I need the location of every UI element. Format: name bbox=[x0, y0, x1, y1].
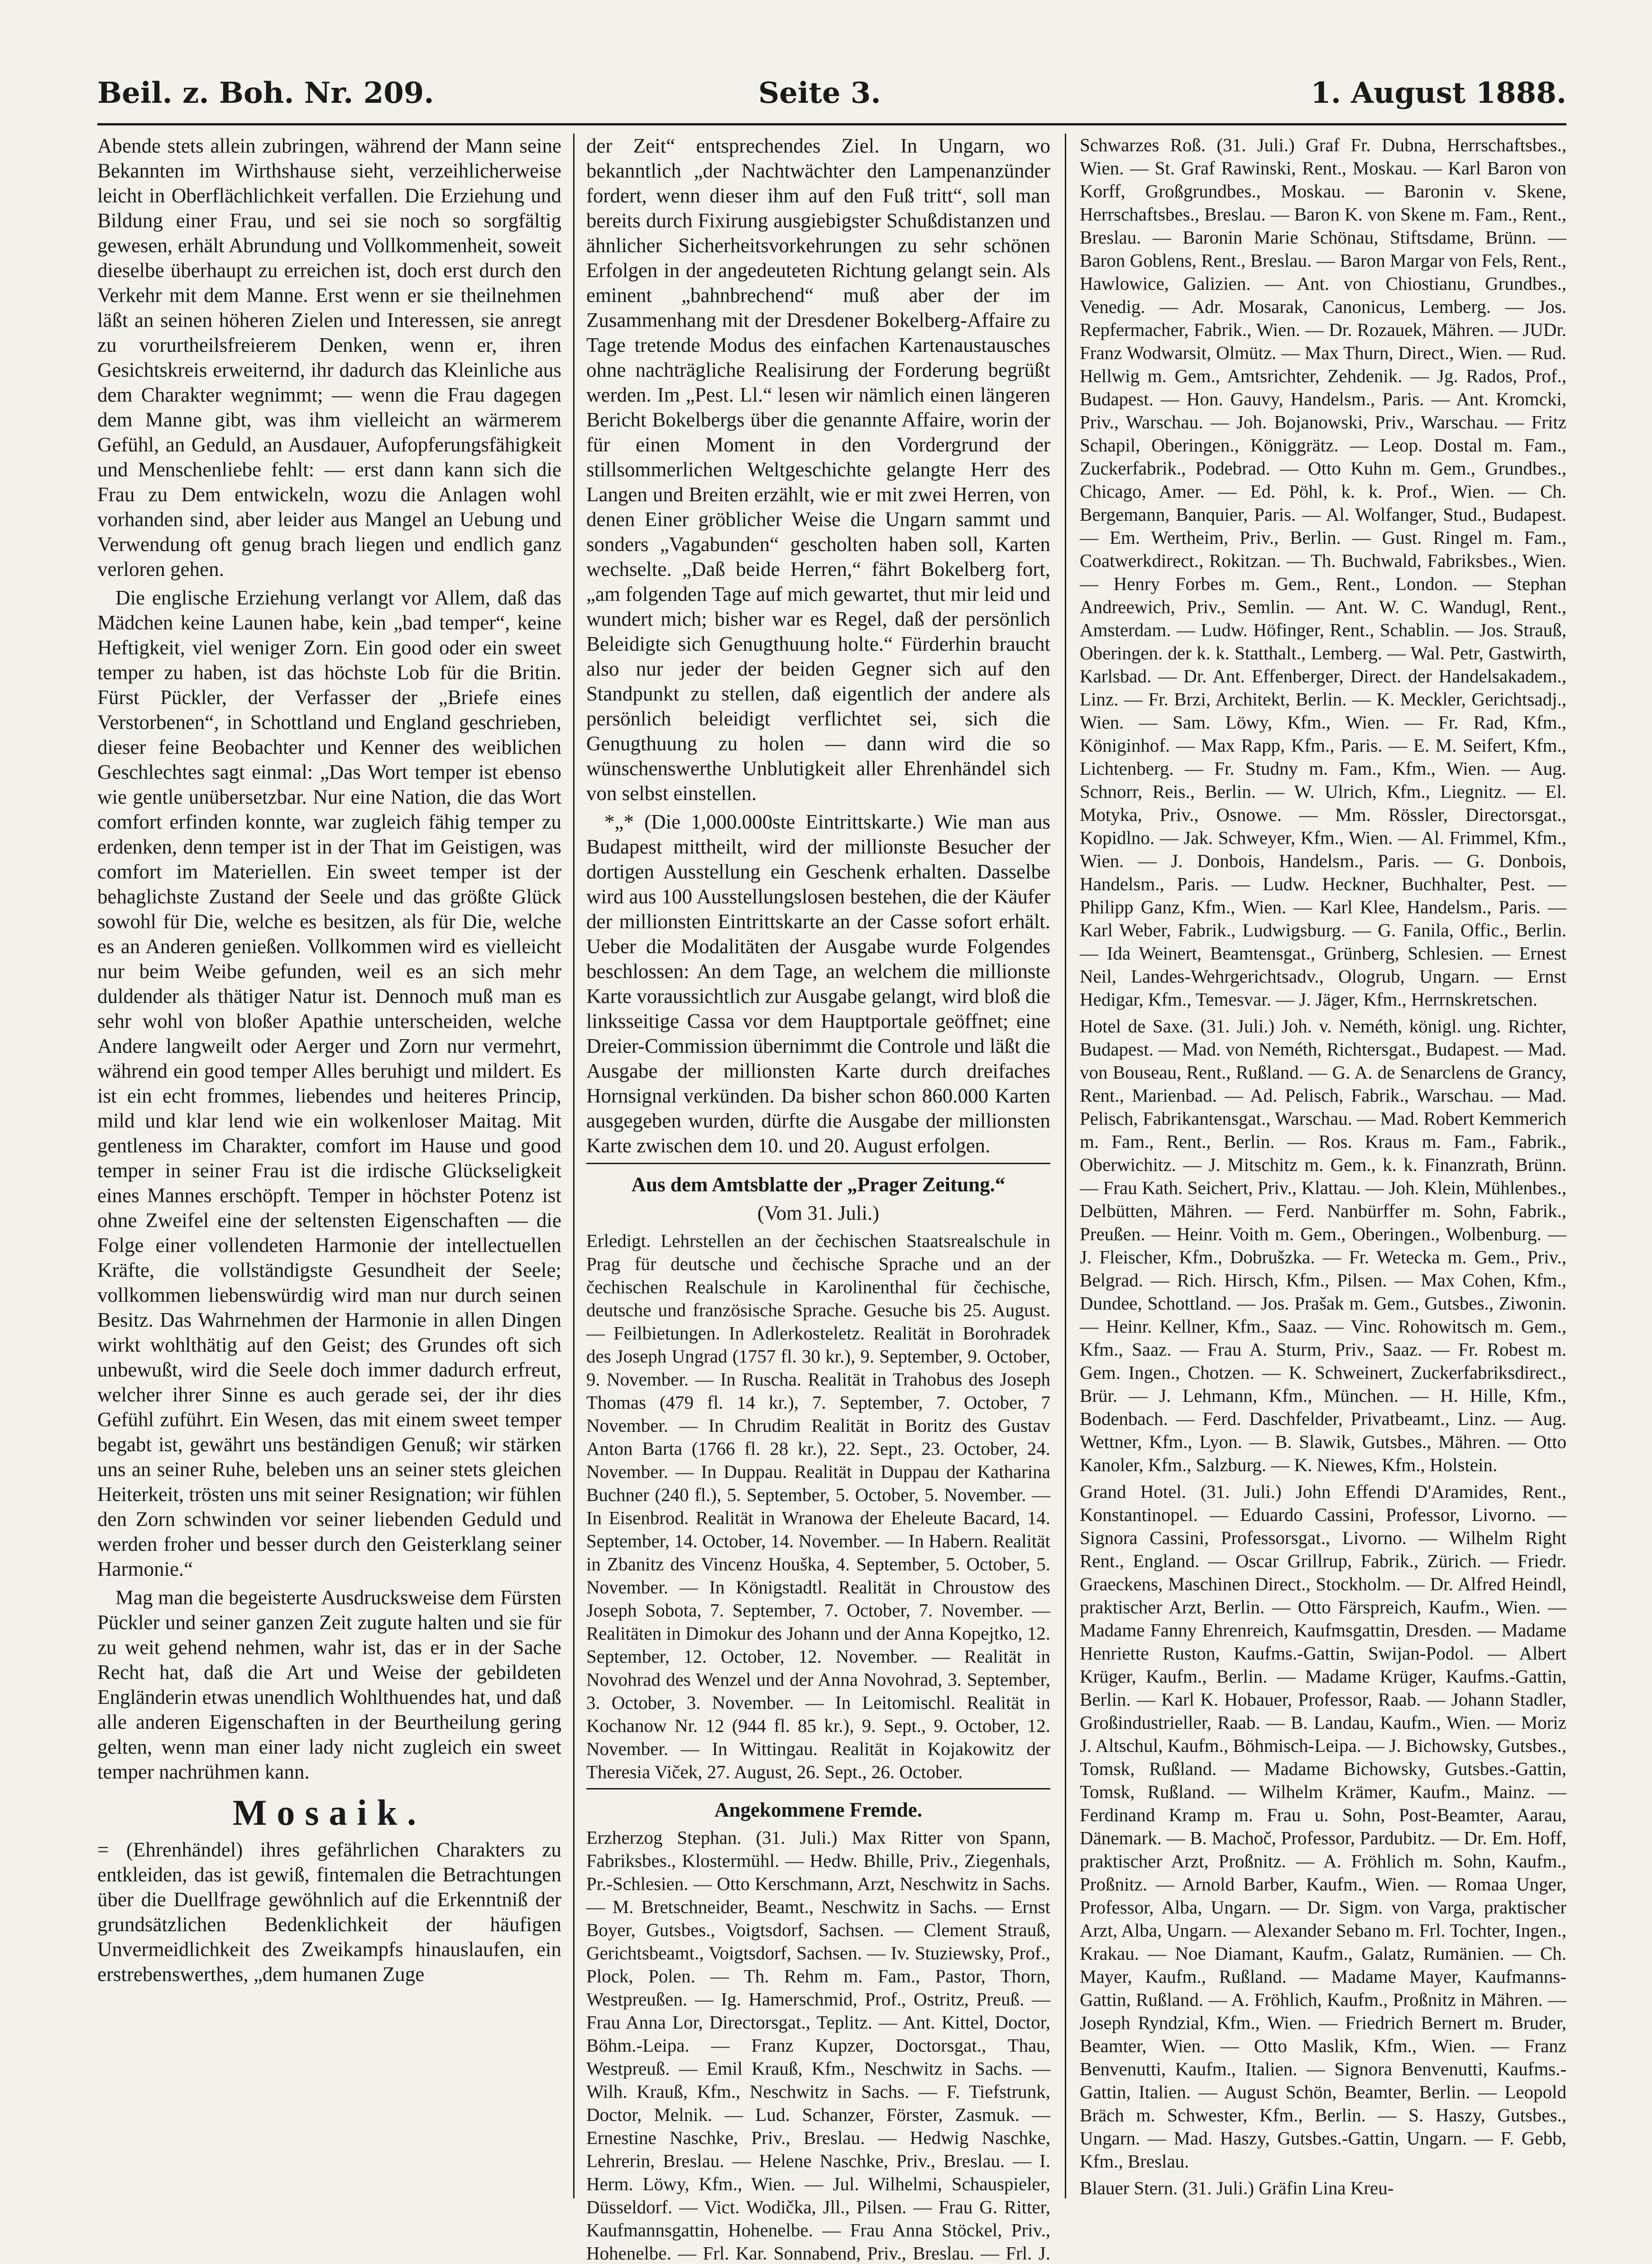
article-paragraph: Die englische Erziehung verlangt vor Allem, daß das Mädchen keine Launen habe, kein „bad temper“, keine Heftigkeit, viel weniger Zorn. Ein good oder ein sweet temper zu haben, ist das höchste Lob für die Britin. Fürst Pückler, der Verfasser der „Briefe eines Verstorbenen“, in Schottland und England geschrieben, dieser feine Beobachter und Kenner des weiblichen Geschlechtes sagt einmal: „Das Wort temper ist ebenso wie gentle unübersetzbar. Nur eine Nation, die das Wort comfort erfinden konnte, war zugleich fähig temper zu erdenken, denn temper ist in der That im Geistigen, was comfort im Materiellen. Ein sweet temper ist der behaglichste Zustand der Seele und das größte Glück sowohl für Die, welche es besitzen, als für Die, welche es an Anderen genießen. Vollkommen wird es vielleicht nur beim Weibe gefunden, weil es an sich mehr duldender als thätiger Natur ist. Dennoch muß man es sehr wohl von bloßer Apathie unterscheiden, welche Andere langweilt oder Aerger und Zorn nur vermehrt, während ein good temper Alles beruhigt und mildert. Es ist ein echt frommes, liebendes und heiteres Princip, mild und klar lend wie ein wolkenloser Maitag. Mit gentleness im Charakter, comfort im Hause und good temper in seiner Frau ist die irdische Glückseligkeit eines Mannes erschöpft. Temper in höchster Potenz ist ohne Zweifel eine der seltensten Eigenschaften — die Folge einer vollendeten Harmonie der intellectuellen Kräfte, die vollständigste Gesundheit der Seele; vollkommen liebenswürdig wird man nur durch seinen Besitz. Das Wahrnehmen der Harmonie in allen Dingen wirkt wohlthätig auf den Geist; des Grundes oft sich unbewußt, wird die Seele doch immer dadurch erfreut, welcher ihrer Sinne es auch gerade sei, der ihr dies Gefühl zuführt. Ein Wesen, das mit einem sweet temper begabt ist, gewährt uns beständigen Genuß; wir stärken uns an seiner Ruhe, beleben uns an seiner stets gleichen Heiterkeit, trösten uns mit seiner Resignation; wir fühlen den Zorn schwinden vor seiner liebenden Geduld und werden froher und besser durch den Geisterklang seiner Harmonie.“ bbox=[97, 586, 561, 1580]
section-title-amtsblatt: Aus dem Amtsblatte der „Prager Zeitung.“ bbox=[631, 1173, 1006, 1196]
header-page-number: Seite 3. bbox=[758, 76, 881, 110]
column-divider-2 bbox=[1065, 134, 1066, 2198]
notice-paragraph: Erledigt. Lehrstellen an der čechischen Staatsrealschule in Prag für deutsche und čechische Sprache und an der čechischen Realschule in Karolinenthal für čechische, deutsche und französische Sprache. Gesuche bis 25. August. — Feilbietungen. In Adlerkosteletz. Realität in Borohradek des Joseph Ungrad (1757 fl. 30 kr.), 9. September, 9. October, 9. November. — In Ruscha. Realität in Trahobus des Joseph Thomas (479 fl. 14 kr.), 7. September, 7. October, 7 November. — In Chrudim Realität in Boritz des Gustav Anton Barta (1766 fl. 28 kr.), 22. Sept., 23. October, 24. November. — In Duppau. Realität in Duppau der Katharina Buchner (240 fl.), 5. September, 5. October, 5. November. — In Eisenbrod. Realität in Wranowa der Eheleute Bacard, 14. September, 14. October, 14. November. — In Habern. Realität in Zbanitz des Vincenz Houška, 4. September, 5. October, 5. November. — In Königstadtl. Realität in Chroustow des Joseph Sobota, 7. September, 7. October, 7. November. — Realitäten in Dimokur des Johann und der Anna Kopejtko, 12. September, 12. October, 12. November. — Realität in Novohrad des Wenzel und der Anna Novohrad, 3. September, 3. October, 3. November. — In Leitomischl. Realität in Kochanow Nr. 12 (944 fl. 85 kr.), 9. Sept., 9. October, 12. November. — In Wittingau. Realität in Kojakowitz der Theresia Viček, 27. August, 26. Sept., 26. October. bbox=[586, 1230, 1050, 1782]
arrivals-paragraph: Blauer Stern. (31. Juli.) Gräfin Lina Kreu- bbox=[1080, 2178, 1394, 2198]
arrivals-paragraph: Hotel de Saxe. (31. Juli.) Joh. v. Neméth, königl. ung. Richter, Budapest. — Mad. von Neméth, Richtersgat., Budapest. — Mad. von Bouseau, Rent., Rußland. — G. A. de Senarclens de Grancy, Rent., Marienbad. — Ad. Pelisch, Fabrik., Warschau. — Mad. Pelisch, Fabrikantensgat., Warschau. — Mad. Robert Kemmerich m. Fam., Rent., Berlin. — Ros. Kraus m. Fam., Fabrik., Oberwichitz. — J. Mitschitz m. Gem., k. k. Finanzrath, Brünn. — Frau Kath. Seichert, Priv., Klattau. — Joh. Klein, Mühlenbes., Delbütten, Mähren. — Ferd. Nanbürffer m. Sohn, Fabrik., Preußen. — Heinr. Voith m. Gem., Oberingen., Wolbenburg. — J. Fleischer, Kfm., Dobrušzka. — Fr. Wetecka m. Gem., Priv., Belgrad. — Rich. Hirsch, Kfm., Pilsen. — Max Cohen, Kfm., Dundee, Schottland. — Jos. Prašak m. Gem., Gutsbes., Ziwonin. — Heinr. Kellner, Kfm., Saaz. — Vinc. Rohowitsch m. Gem., Kfm., Saaz. — Frau A. Sturm, Priv., Saaz. — Fr. Robest m. Gem. Ingen., Chotzen. — K. Schweinert, Zuckerfabriksdirect., Brür. — J. Lehmann, Kfm., München. — H. Hille, Kfm., Bodenbach. — Ferd. Daschfelder, Privatbeamt., Linz. — Aug. Wettner, Kfm., Lyon. — B. Slawik, Gutsbes., Mähren. — Otto Kanoler, Kfm., Salzburg. — K. Niewes, Kfm., Holstein. bbox=[1080, 1016, 1566, 1475]
article-paragraph: Mag man die begeisterte Ausdrucksweise dem Fürsten Pückler und seiner ganzen Zeit zugute halten und sie für zu weit gehend nehmen, wahr ist, das er in der Sache Recht hat, daß die Art und Weise der gebildeten Engländerin etwas unendlich Wohlthuendes hat, und daß alle anderen Eigenschaften in der Beurtheilung gering gelten, wenn man einer lady nicht zugleich ein sweet temper nachrühmen kann. bbox=[97, 1586, 561, 1783]
arrivals-paragraph: Erzherzog Stephan. (31. Juli.) Max Ritter von Spann, Fabriksbes., Klostermühl. — Hedw. Bhille, Priv., Ziegenhals, Pr.-Schlesien. — Otto Kerschmann, Arzt, Neschwitz in Sachs. — M. Bretschneider, Beamt., Neschwitz in Sachs. — Ernst Boyer, Gutsbes., Voigtsdorf, Sachsen. — Clement Strauß, Gerichtsbeamt., Voigtsdorf, Sachsen. — Iv. Stuziewsky, Prof., Plock, Polen. — Th. Rehm m. Fam., Pastor, Thorn, Westpreußen. — Ig. Hamerschmid, Prof., Ostritz, Preuß. — Frau Anna Lor, Directorsgat., Teplitz. — Ant. Kittel, Doctor, Böhm.-Leipa. — Franz Kupzer, Doctorsgat., Thau, Westpreuß. — Emil Krauß, Kfm., Neschwitz in Sachs. — Wilh. Krauß, Kfm., Neschwitz in Sachs. — F. Tiefstrunk, Doctor, Melnik. — Lud. Schanzer, Förster, Zasmuk. — Ernestine Naschke, Priv., Breslau. — Hedwig Naschke, Lehrerin, Breslau. — Helene Naschke, Priv., Breslau. — I. Herm. Löwy, Kfm., Wien. — Jul. Wilhelmi, Schauspieler, Düsseldorf. — Vict. Wodička, Jll., Pilsen. — Frau G. Ritter, Kaufmannsgattin, Hohenelbe. — Frau Anna Stöckel, Priv., Hohenelbe. — Frl. Kar. Sonnabend, Priv., Breslau. — Frl. J. bbox=[586, 1827, 1050, 2264]
section-rule bbox=[586, 1788, 1050, 1789]
article-paragraph: Abende stets allein zubringen, während der Mann seine Bekannten im Wirthshause sieht, verzeihlicherweise leicht in Oberflächlichkeit verfallen. Die Erziehung und Bildung einer Frau, und sei sie noch so sorgfältig gewesen, erhält Abrundung und Vollkommenheit, soweit dieselbe überhaupt zu erreichen ist, doch erst durch den Verkehr mit dem Manne. Erst wenn er sie theilnehmen läßt an seinen höheren Zielen und Interessen, sie anregt zu vorurtheilsfreierem Denken, wenn er, ihren Gesichtskreis erweiternd, ihr dadurch das Kleinliche aus dem Charakter wegnimmt; — wenn die Frau dagegen dem Manne gibt, was ihm vielleicht an wärmerem Gefühl, an Geduld, an Ausdauer, Aufopferungsfähigkeit und Menschenliebe fehlt: — erst dann kann sich die Frau zu Dem entwickeln, wozu die Anlagen wohl vorhanden sind, aber leider aus Mangel an Uebung und Verwendung oft genug brach liegen und endlich ganz verloren gehen. bbox=[97, 134, 561, 580]
column-2 bbox=[586, 134, 1050, 2264]
arrivals-paragraph: Schwarzes Roß. (31. Juli.) Graf Fr. Dubna, Herrschaftsbes., Wien. — St. Graf Rawinski, Rent., Moskau. — Karl Baron von Korff, Großgrundbes., Moskau. — Baronin v. Skene, Herrschaftsbes., Breslau. — Baron K. von Skene m. Fam., Rent., Breslau. — Baronin Marie Schönau, Stiftsdame, Brünn. — Baron Goblens, Rent., Breslau. — Baron Margar von Fels, Rent., Hawlowice, Galizien. — Ant. von Chiostianu, Grundbes., Venedig. — Adr. Mosarak, Canonicus, Lemberg. — Jos. Repfermacher, Fabrik., Wien. — Dr. Rozauek, Mähren. — JUDr. Franz Wodwarsit, Olmütz. — Max Thurn, Direct., Wien. — Rud. Hellwig m. Gem., Amtsrichter, Zehdenik. — Jg. Rados, Prof., Budapest. — Hon. Gauvy, Handelsm., Paris. — Ant. Kromcki, Priv., Warschau. — Joh. Bojanowski, Priv., Warschau. — Fritz Schapil, Oberingen., Königgrätz. — Leop. Dostal m. Fam., Zuckerfabrik., Podebrad. — Otto Kuhn m. Gem., Grundbes., Chicago, Amer. — Ed. Pöhl, k. k. Prof., Wien. — Ch. Bergemann, Banquier, Paris. — Al. Wolfanger, Stud., Budapest. — Em. Wertheim, Priv., Berlin. — Gust. Ringel m. Fam., Coatwerkdirect., Rokitzan. — Th. Buchwald, Fabriksbes., Wien. — Henry Forbes m. Gem., Rent., London. — Stephan Andreewich, Priv., Semlin. — Ant. W. C. Wandugl, Rent., Amsterdam. — Ludw. Höfinger, Rent., Schablin. — Jos. Strauß, Oberingen. der k. k. Statthalt., Lemberg. — Wal. Petr, Gastwirth, Karlsbad. — Dr. Ant. Effenberger, Direct. der Handelsakadem., Linz. — Fr. Brzi, Architekt, Berlin. — K. Meckler, Gerichtsadj., Wien. — Sam. Löwy, Kfm., Wien. — Fr. Rad, Kfm., Königinhof. — Max Rapp, Kfm., Paris. — E. M. Seifert, Kfm., Lichtenberg. — Fr. Studny m. Fam., Kfm., Wien. — Aug. Schnorr, Reis., Berlin. — W. Ulrich, Kfm., Liegnitz. — El. Motyka, Priv., Osnowe. — Mm. Rössler, Directorsgat., Kopidlno. — Jak. Schweyer, Kfm., Wien. — Al. Frimmel, Kfm., Wien. — J. Donbois, Handelsm., Paris. — G. Donbois, Handelsm., Paris. — Ludw. Heckner, Buchhalter, Pest. — Philipp Ganz, Kfm., Wien. — Karl Klee, Handelsm., Paris. — Karl Weber, Fabrik., Ludwigsburg. — G. Fanila, Offic., Berlin. — Ida Weinert, Beamtensgat., Grünberg, Schlesien. — Ernest Neil, Landes-Wehrgerichtsadv., Ologrub, Ungarn. — Ernst Hedigar, Kfm., Temesvar. — J. Jäger, Kfm., Herrnskretschen. bbox=[1080, 134, 1566, 1010]
section-date: (Vom 31. Juli.) bbox=[757, 1202, 880, 1224]
arrivals-paragraph: Grand Hotel. (31. Juli.) John Effendi D'Aramides, Rent., Konstantinopel. — Eduardo Cassini, Professor, Livorno. — Signora Cassini, Professorsgat., Livorno. — Wilhelm Right Rent., England. — Oscar Grillrup, Fabrik., Zürich. — Friedr. Graeckens, Maschinen Direct., Stockholm. — Dr. Alfred Heindl, praktischer Arzt, Berlin. — Otto Färspreich, Kaufm., Wien. — Madame Fanny Ehrenreich, Kaufmsgattin, Dresden. — Madame Henriette Ruston, Kaufms.-Gattin, Swijan-Podol. — Albert Krüger, Kaufm., Berlin. — Madame Krüger, Kaufms.-Gattin, Berlin. — Karl K. Hobauer, Professor, Raab. — Johann Stadler, Großindustrieller, Raab. — B. Landau, Kaufm., Wien. — Moriz J. Altschul, Kaufm., Böhmisch-Leipa. — J. Bichowsky, Gutsbes., Tomsk, Rußland. — Madame Bichowsky, Gutsbes.-Gattin, Tomsk, Rußland. — Wilhelm Krämer, Kaufm., Mainz. — Ferdinand Kramp m. Frau u. Sohn, Post-Beamter, Aarau, Dänemark. — B. Machoč, Professor, Pardubitz. — Dr. Em. Hoff, praktischer Arzt, Proßnitz. — A. Fröhlich m. Sohn, Kaufm., Proßnitz. — Arnold Barber, Kaufm., Wien. — Romaa Unger, Professor, Alba, Ungarn. — Dr. Sigm. von Varga, praktischer Arzt, Alba, Ungarn. — Alexander Sebano m. Frl. Tochter, Ingen., Krakau. — Noe Diamant, Kaufm., Galatz, Rumänien. — Ch. Mayer, Kaufm., Rußland. — Madame Mayer, Kaufmanns-Gattin, Rußland. — A. Fröhlich, Kaufm., Proßnitz in Mähren. — Joseph Ryndzial, Kfm., Wien. — Friedrich Bernert m. Bruder, Beamter, Wien. — Otto Maslik, Kfm., Wien. — Franz Benvenutti, Kaufm., Italien. — Signora Benvenutti, Kaufms.-Gattin, Italien. — August Schön, Beamter, Berlin. — Leopold Bräch m. Schwester, Kfm., Berlin. — S. Haszy, Gutsbes., Ungarn. — Mad. Haszy, Gutsbes.-Gattin, Ungarn. — F. Gebb, Kfm., Breslau. bbox=[1080, 1481, 1566, 2172]
section-title-mosaik: Mosaik. bbox=[232, 1793, 426, 1833]
header-date: 1. August 1888. bbox=[1311, 76, 1566, 110]
section-rule bbox=[586, 1163, 1050, 1164]
header-issue: Beil. z. Boh. Nr. 209. bbox=[97, 76, 434, 110]
column-divider-1 bbox=[573, 134, 575, 2198]
page-header bbox=[97, 68, 1566, 122]
section-title-fremde: Angekommene Fremde. bbox=[714, 1799, 923, 1821]
article-paragraph: *„* (Die 1,000.000ste Eintrittskarte.) Wie man aus Budapest mittheilt, wird der millionste Besucher der dortigen Ausstellung ein Geschenk erhalten. Dasselbe wird aus 100 Ausstellungslosen bestehen, die der Käufer der millionsten Eintrittskarte an der Casse sofort erhält. Ueber die Modalitäten der Ausgabe wurde Folgendes beschlossen: An dem Tage, an welchem die millionste Karte voraussichtlich zur Ausgabe gelangt, wird bloß die linksseitige Cassa vor dem Hauptportale geöffnet; eine Dreier-Commission übernimmt die Controle und läßt die Ausgabe der millionsten Karte durch dreifaches Hornsignal verkünden. Da bisher schon 860.000 Karten ausgegeben wurden, dürfte die Ausgabe der millionsten Karte zwischen dem 10. und 20. August erfolgen. bbox=[586, 811, 1050, 1157]
column-1 bbox=[97, 134, 561, 2090]
article-paragraph: = (Ehrenhändel) ihres gefährlichen Charakters zu entkleiden, das ist gewiß, fintemalen die Betrachtungen über die Duellfrage gewöhnlich auf die Erkenntniß der grundsätzlichen Bedenklichkeit der häufigen Unvermeidlichkeit des Zweikampfs hinauslaufen, ein erstrebenswerthes, „dem humanen Zuge bbox=[97, 1838, 561, 1986]
column-3 bbox=[1080, 134, 1566, 2198]
header-rule bbox=[97, 123, 1566, 125]
article-paragraph: der Zeit“ entsprechendes Ziel. In Ungarn, wo bekanntlich „der Nachtwächter den Lampenanzünder fordert, wenn dieser ihm auf den Fuß tritt“, soll man bereits durch Fixirung ausgiebigster Schußdistanzen und ähnlicher Sicherheitsvorkehrungen zu sehr schönen Erfolgen in der angedeuteten Richtung gelangt sein. Als eminent „bahnbrechend“ muß aber der im Zusammenhang mit der Dresdener Bokelberg-Affaire zu Tage tretende Modus des einfachen Kartenaustausches ohne nachträgliche Realisirung der Forderung begrüßt werden. Im „Pest. Ll.“ lesen wir nämlich einen längeren Bericht Bokelbergs über die genannte Affaire, worin der für einen Moment in den Vordergrund der stillsommerlichen Weltgeschichte gelangte Herr des Langen und Breiten erzählt, wie er mit zwei Herren, von denen Einer gröblicher Weise die Ungarn sammt und sonders „Vagabunden“ gescholten haben soll, Karten wechselte. „Daß beide Herren,“ fährt Bokelberg fort, „am folgenden Tage auf mich gewartet, thut mir leid und wundert mich; bisher war es Regel, daß der persönlich Beleidigte sich Genugthuung holte.“ Fürderhin braucht also nur jeder der beiden Gegner sich auf den Standpunkt zu stellen, daß eigentlich der andere als persönlich beleidigt verflichtet sei, sich die Genugthuung zu holen — dann wird die so wünschenswerthe Unblutigkeit aller Ehrenhändel sich von selbst einstellen. bbox=[586, 134, 1050, 805]
